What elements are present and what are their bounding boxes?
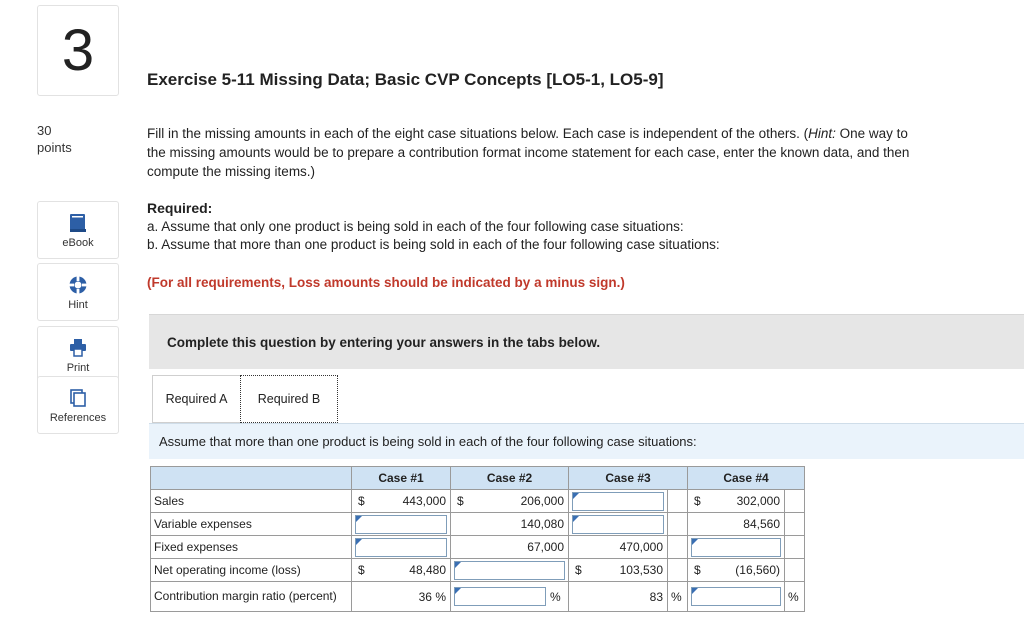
intro-line-1 [147,124,1024,143]
requirement-a: a. Assume that only one product is being sold in each of the four following case situations: [147,219,684,234]
sales-case-3-cell [569,490,668,513]
requirement-tabs [152,375,338,423]
loss-note: (For all requirements, Loss amounts should be indicated by a minus sign.) [147,275,625,290]
noi-case-4: (16,560) [712,559,785,582]
points-label: points [37,140,72,155]
table-row-sales [151,490,805,513]
cmr-case-4-input[interactable] [691,587,781,606]
currency-symbol: $ [451,490,475,513]
currency-symbol: $ [352,559,376,582]
cmr-case-2-input[interactable] [454,587,546,606]
row-label-cmr: Contribution margin ratio (percent) [151,582,352,612]
currency-symbol: $ [569,559,593,582]
case-instruction: Assume that more than one product is being sold in each of the four following case situations: [149,423,1024,459]
row-label-fixed: Fixed expenses [151,536,352,559]
instructions-banner: Complete this question by entering your answers in the tabs below. [149,314,1024,369]
book-icon [67,212,89,234]
fixed-case-1-input[interactable] [355,538,447,557]
row-label-noi: Net operating income (loss) [151,559,352,582]
references-label: References [49,412,107,424]
spacer [668,536,688,559]
tab-required-a[interactable]: Required A [152,375,240,423]
cmr-case-4-cell [688,582,785,612]
intro-hint-label: Hint: [808,126,836,141]
fixed-case-2: 67,000 [451,536,569,559]
hint-label: Hint [68,299,88,311]
variable-case-2: 140,080 [451,513,569,536]
lifebuoy-icon [67,274,89,296]
ebook-button[interactable] [37,201,119,259]
table-header-row [151,467,805,490]
exercise-intro [147,124,1024,181]
cmr-case-2-cell [451,582,569,612]
references-button[interactable] [37,376,119,434]
intro-line-3: compute the missing items.) [147,164,316,179]
row-label-variable: Variable expenses [151,513,352,536]
noi-case-2-input[interactable] [454,561,565,580]
exercise-title: Exercise 5-11 Missing Data; Basic CVP Concepts [LO5-1, LO5-9] [147,70,664,89]
cmr-case-3-value: 83 [569,582,668,612]
hint-button[interactable] [37,263,119,321]
references-icon [67,387,89,409]
noi-case-2-cell [451,559,569,582]
cmr-case-1-value: 36 [418,589,432,604]
header-case-3: Case #3 [569,467,688,490]
intro-text-1: Fill in the missing amounts in each of the eight case situations below. Each case is independent of the others. ( [147,126,809,141]
spacer [668,490,688,513]
tab-required-b[interactable]: Required B [240,375,338,423]
sales-case-2: 206,000 [475,490,569,513]
table-row-net-operating-income [151,559,805,582]
cmr-case-1 [352,582,451,612]
cvp-table [150,466,805,612]
points-number: 30 [37,123,52,138]
header-case-4: Case #4 [688,467,805,490]
row-label-sales: Sales [151,490,352,513]
sales-case-4: 302,000 [712,490,785,513]
variable-case-3-input[interactable] [572,515,664,534]
printer-icon [67,337,89,359]
currency-symbol: $ [688,559,712,582]
percent-sign: % [435,589,446,604]
spacer [785,513,805,536]
spacer [668,513,688,536]
spacer [785,536,805,559]
variable-case-3-cell [569,513,668,536]
table-row-cm-ratio [151,582,805,612]
percent-sign: % [668,582,688,612]
spacer [785,559,805,582]
fixed-case-4-cell [688,536,785,559]
fixed-case-3: 470,000 [569,536,668,559]
table-row-variable-expenses [151,513,805,536]
percent-sign: % [550,589,561,604]
noi-case-3: 103,530 [593,559,668,582]
intro-text-2: One way to [835,126,908,141]
ebook-label: eBook [62,237,94,249]
sales-case-3-input[interactable] [572,492,664,511]
fixed-case-4-input[interactable] [691,538,781,557]
print-label: Print [66,362,90,374]
points-value [37,122,72,156]
variable-case-4: 84,560 [688,513,785,536]
question-number: 3 [37,5,119,96]
sales-case-1: 443,000 [376,490,451,513]
noi-case-1: 48,480 [376,559,451,582]
currency-symbol: $ [352,490,376,513]
variable-case-1-input[interactable] [355,515,447,534]
required-heading: Required: [147,200,213,216]
table-row-fixed-expenses [151,536,805,559]
header-blank [151,467,352,490]
variable-case-1-cell [352,513,451,536]
percent-sign: % [785,582,805,612]
requirement-b: b. Assume that more than one product is being sold in each of the four following case situations: [147,237,720,252]
fixed-case-1-cell [352,536,451,559]
intro-line-2: the missing amounts would be to prepare a contribution format income statement for each case, enter the known data, and then [147,145,910,160]
spacer [785,490,805,513]
spacer [668,559,688,582]
header-case-2: Case #2 [451,467,569,490]
currency-symbol: $ [688,490,712,513]
header-case-1: Case #1 [352,467,451,490]
